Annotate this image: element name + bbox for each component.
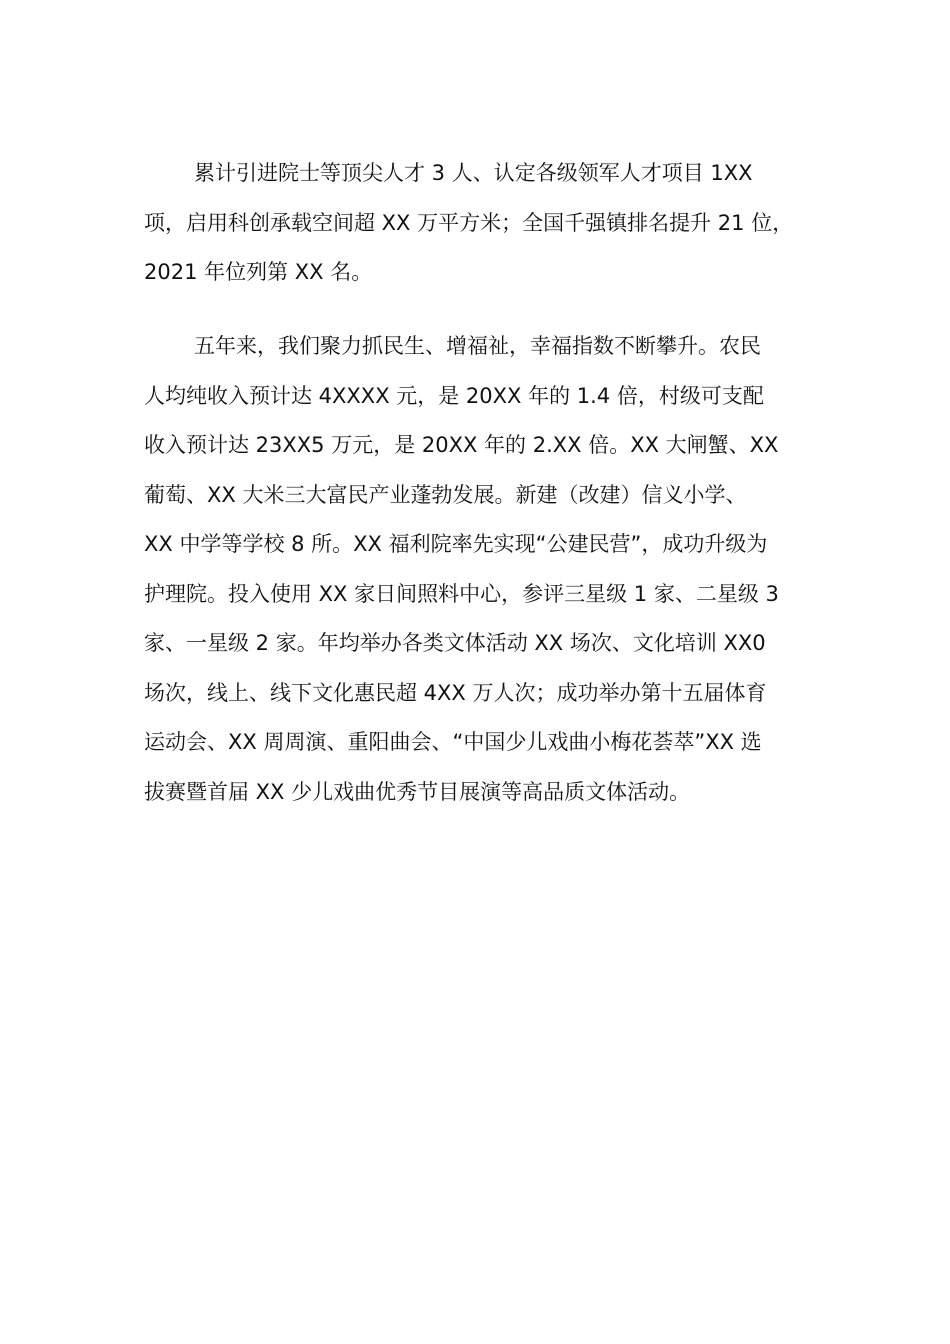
paragraph-line: 拔赛暨首届 XX 少儿戏曲优秀节目展演等高品质文体活动。	[144, 779, 691, 804]
paragraph-talent	[144, 149, 814, 298]
paragraph-line: 累计引进院士等顶尖人才 3 人、认定各级领军人才项目 1XX	[194, 161, 753, 185]
paragraph-line: 人均纯收入预计达 4XXXX 元，是 20XX 年的 1.4 倍，村级可支配	[144, 383, 764, 408]
paragraph-line: 收入预计达 23XX5 万元，是 20XX 年的 2.XX 倍。XX 大闸蟹、XX	[144, 433, 779, 457]
paragraph-line: 项，启用科创承载空间超 XX 万平方米；全国千强镇排名提升 21 位，	[144, 210, 794, 235]
paragraph-livelihood	[144, 322, 814, 817]
paragraph-line: 家、一星级 2 家。年均举办各类文体活动 XX 场次、文化培训 XX0	[144, 631, 766, 655]
paragraph-line: 五年来，我们聚力抓民生、增福祉，幸福指数不断攀升。农民	[194, 334, 761, 358]
paragraph-line: 运动会、XX 周周演、重阳曲会、“中国少儿戏曲小梅花荟萃”XX 选	[144, 730, 762, 754]
paragraph-line: 2021 年位列第 XX 名。	[144, 260, 373, 284]
paragraph-line: 葡萄、XX 大米三大富民产业蓬勃发展。新建（改建）信义小学、	[144, 482, 747, 507]
paragraph-line: 护理院。投入使用 XX 家日间照料中心，参评三星级 1 家、二星级 3	[144, 581, 779, 606]
paragraph-line: 场次，线上、线下文化惠民超 4XX 万人次；成功举办第十五届体育	[144, 680, 767, 705]
paragraph-line: XX 中学等学校 8 所。XX 福利院率先实现“公建民营”，成功升级为	[144, 532, 768, 556]
